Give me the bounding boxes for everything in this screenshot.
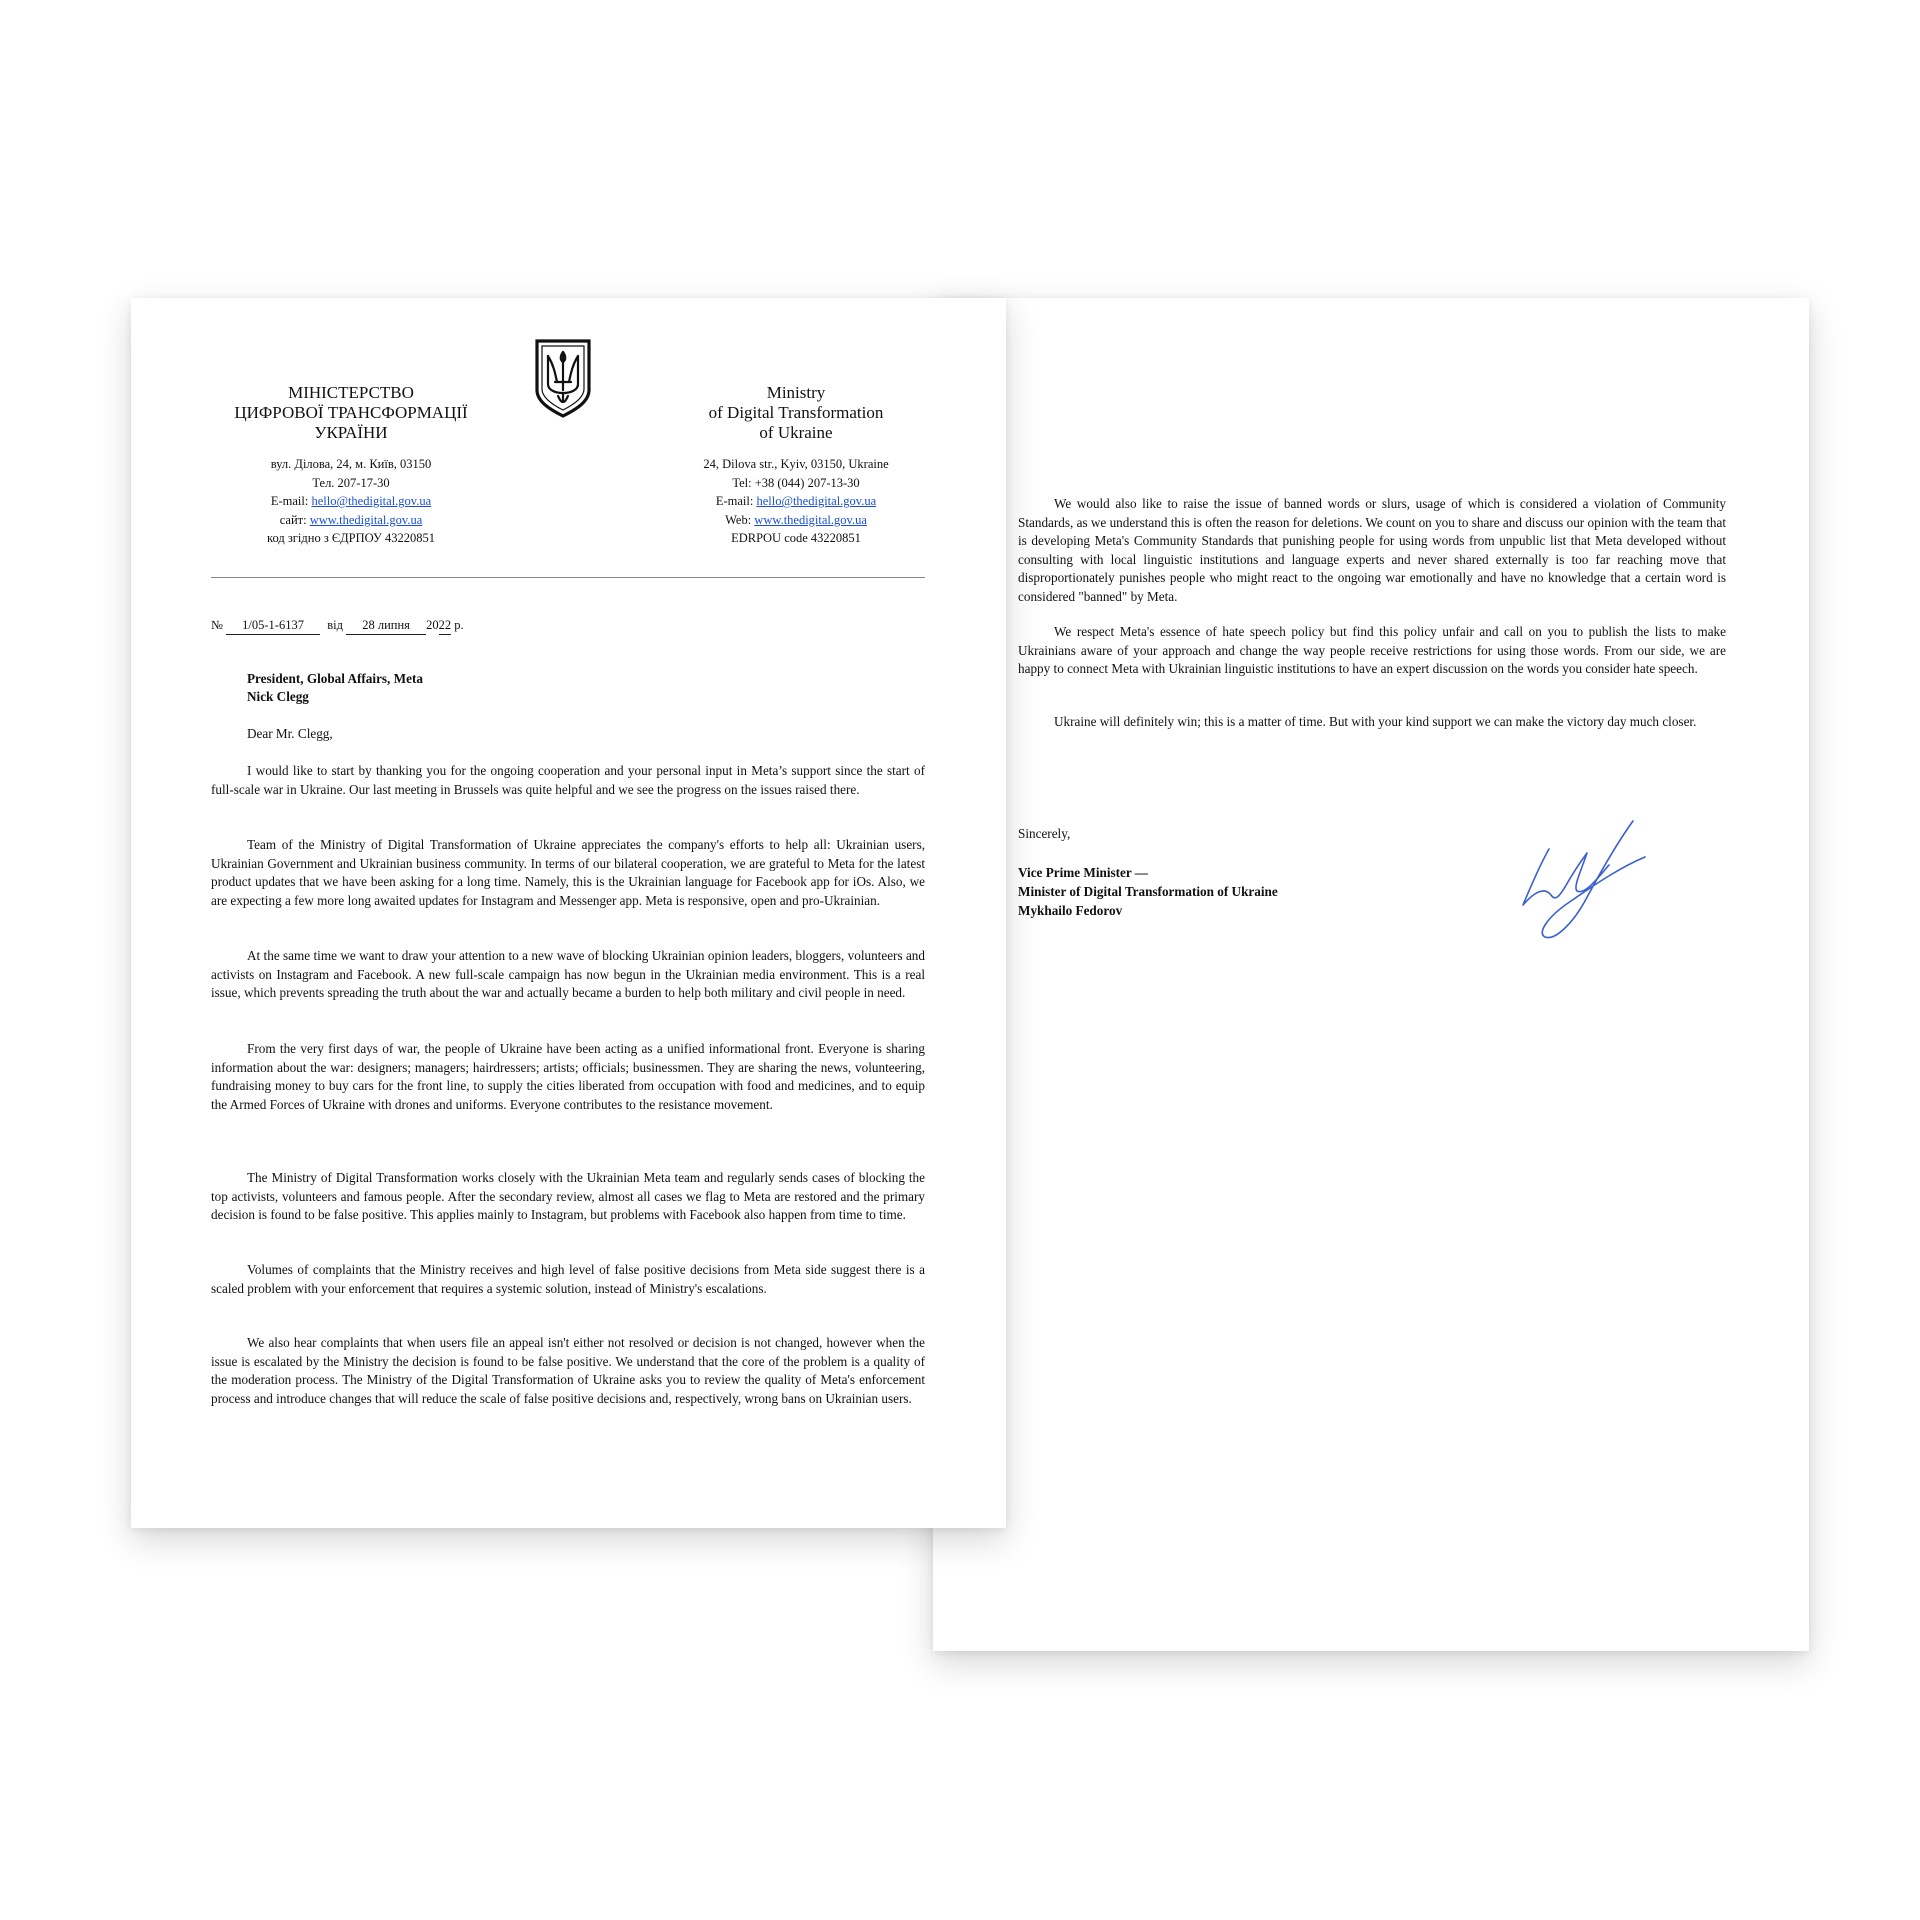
website-link-ua[interactable]: www.thedigital.gov.ua — [309, 512, 423, 527]
letter-page-2 — [933, 298, 1809, 1651]
body-paragraph: From the very first days of war, the people of Ukraine have been acting as a unified informational front. Everyone is sharing information about the war: designers; managers; hairdressers; artists; officials; businessmen. They are sharing the news, volunteering, fundraising money to buy cars for the front line, to supply the cities liberated from occupation with food and medicines, and to equip the Armed Forces of Ukraine with drones and uniforms. Everyone contributes to the resistance movement. — [211, 1041, 925, 1112]
body-paragraph: The Ministry of Digital Transformation works closely with the Ukrainian Meta team and regularly sends cases of blocking the top activists, volunteers and famous people. After the secondary review, almost all cases we flag to Meta are restored and the primary decision is found to be false positive. This applies mainly to Instagram, but problems with Facebook also happen from time to time. — [211, 1170, 925, 1222]
page2-paragraph: We respect Meta's essence of hate speech policy but find this policy unfair and call on you to publish the lists to make Ukrainians aware of your approach and change the way people receive restrictions for using those words. From our side, we are happy to connect Meta with Ukrainian linguistic institutions to have an expert discussion on the words you consider hate speech. — [1018, 624, 1726, 676]
body-paragraph: Team of the Ministry of Digital Transformation of Ukraine appreciates the company's efforts to help all: Ukrainian users, Ukrainian Government and Ukrainian business community. In terms of our bilateral cooperation, we are grateful to Meta for the latest product updates that we have been asking for a long time. Namely, this is the Ukrainian language for Facebook app for iOs. Also, we are expecting a few more long awaited updates for Instagram and Messenger app. Meta is responsive, open and pro-Ukrainian. — [211, 837, 925, 908]
signature-image — [1513, 813, 1663, 943]
email-link-ua[interactable]: hello@thedigital.gov.ua — [311, 494, 432, 509]
body-paragraph: I would like to start by thanking you for the ongoing cooperation and your personal input in Meta’s support since the start of full-scale war in Ukraine. Our last meeting in Brussels was quite helpful and we see the progress on the issues raised there. — [211, 763, 925, 797]
closing-sincerely: Sincerely, — [1018, 826, 1071, 841]
letterhead-divider — [211, 577, 925, 578]
ministry-name-ua: МІНІСТЕРСТВО ЦИФРОВОЇ ТРАНСФОРМАЦІЇ УКРАЇНИ — [234, 383, 468, 442]
reference-date: 28 липня — [346, 616, 426, 635]
website-link-en[interactable]: www.thedigital.gov.ua — [754, 512, 867, 527]
reference-number: 1/05-1-6137 — [226, 616, 320, 635]
body-paragraph: Volumes of complaints that the Ministry receives and high level of false positive decisions from Meta side suggest there is a scaled problem with your enforcement that requires a systemic solution, instead of Ministry's escalations. — [211, 1262, 925, 1296]
page2-paragraph: We would also like to raise the issue of banned words or slurs, usage of which is considered a violation of Community Standards, as we understand this is often the reason for deletions. We count on you to share and discuss our opinion with the team that is developing Meta's Community Standards that punishing people for using words from unpublic list that Meta developed without consulting with local linguistic institutions and language experts and never shared externally is too far reaching move that disproportionately punishes people who might react to the ongoing war emotionally and have no knowledge that a certain word is considered "banned" by Meta. — [1018, 496, 1726, 604]
email-link-en[interactable]: hello@thedigital.gov.ua — [756, 494, 877, 509]
body-paragraph: At the same time we want to draw your attention to a new wave of blocking Ukrainian opinion leaders, bloggers, volunteers and activists on Instagram and Facebook. A new full-scale campaign has now begun in the Ukrainian media environment. This is a real issue, which prevents spreading the truth about the war and actually became a burden to help both military and civil people in need. — [211, 948, 925, 1000]
ministry-name-en: Ministry of Digital Transformation of Ukraine — [708, 383, 884, 442]
ministry-contacts-ua: вул. Ділова, 24, м. Київ, 03150 Тел. 207-17-30 E-mail: hello@thedigital.gov.ua сайт: www.thedigital.gov.ua код згідно з ЄДРПОУ 43220851 — [267, 457, 435, 546]
signatory-name: Mykhailo Fedorov — [1018, 903, 1123, 918]
letter-page-1 — [131, 298, 1006, 1528]
signatory-title-2: Minister of Digital Transformation of Ukraine — [1018, 884, 1278, 899]
reference-line: № 1/05-1-6137 від 28 липня 2022 р. — [211, 616, 464, 635]
addressee-name: Nick Clegg — [247, 689, 309, 704]
ministry-contacts-en: 24, Dilova str., Kyiv, 03150, Ukraine Tel: +38 (044) 207-13-30 E-mail: hello@thedigital.gov.ua Web: www.thedigital.gov.ua EDRPOU code 43220851 — [703, 457, 889, 546]
coat-of-arms-trident-icon — [533, 338, 593, 418]
addressee-title: President, Global Affairs, Meta — [247, 671, 423, 686]
signatory-title-1: Vice Prime Minister — — [1018, 865, 1148, 880]
greeting: Dear Mr. Clegg, — [247, 726, 333, 741]
body-paragraph: We also hear complaints that when users file an appeal isn't either not resolved or decision is not changed, however when the issue is escalated by the Ministry the decision is found to be false positive. We understand that the core of the problem is a quality of the moderation process. The Ministry of the Digital Transformation of Ukraine asks you to review the quality of Meta's enforcement process and introduce changes that will reduce the scale of false positive decisions and, respectively, wrong bans on Ukrainian users. — [211, 1335, 925, 1406]
page2-paragraph: Ukraine will definitely win; this is a matter of time. But with your kind support we can make the victory day much closer. — [1054, 714, 1697, 729]
